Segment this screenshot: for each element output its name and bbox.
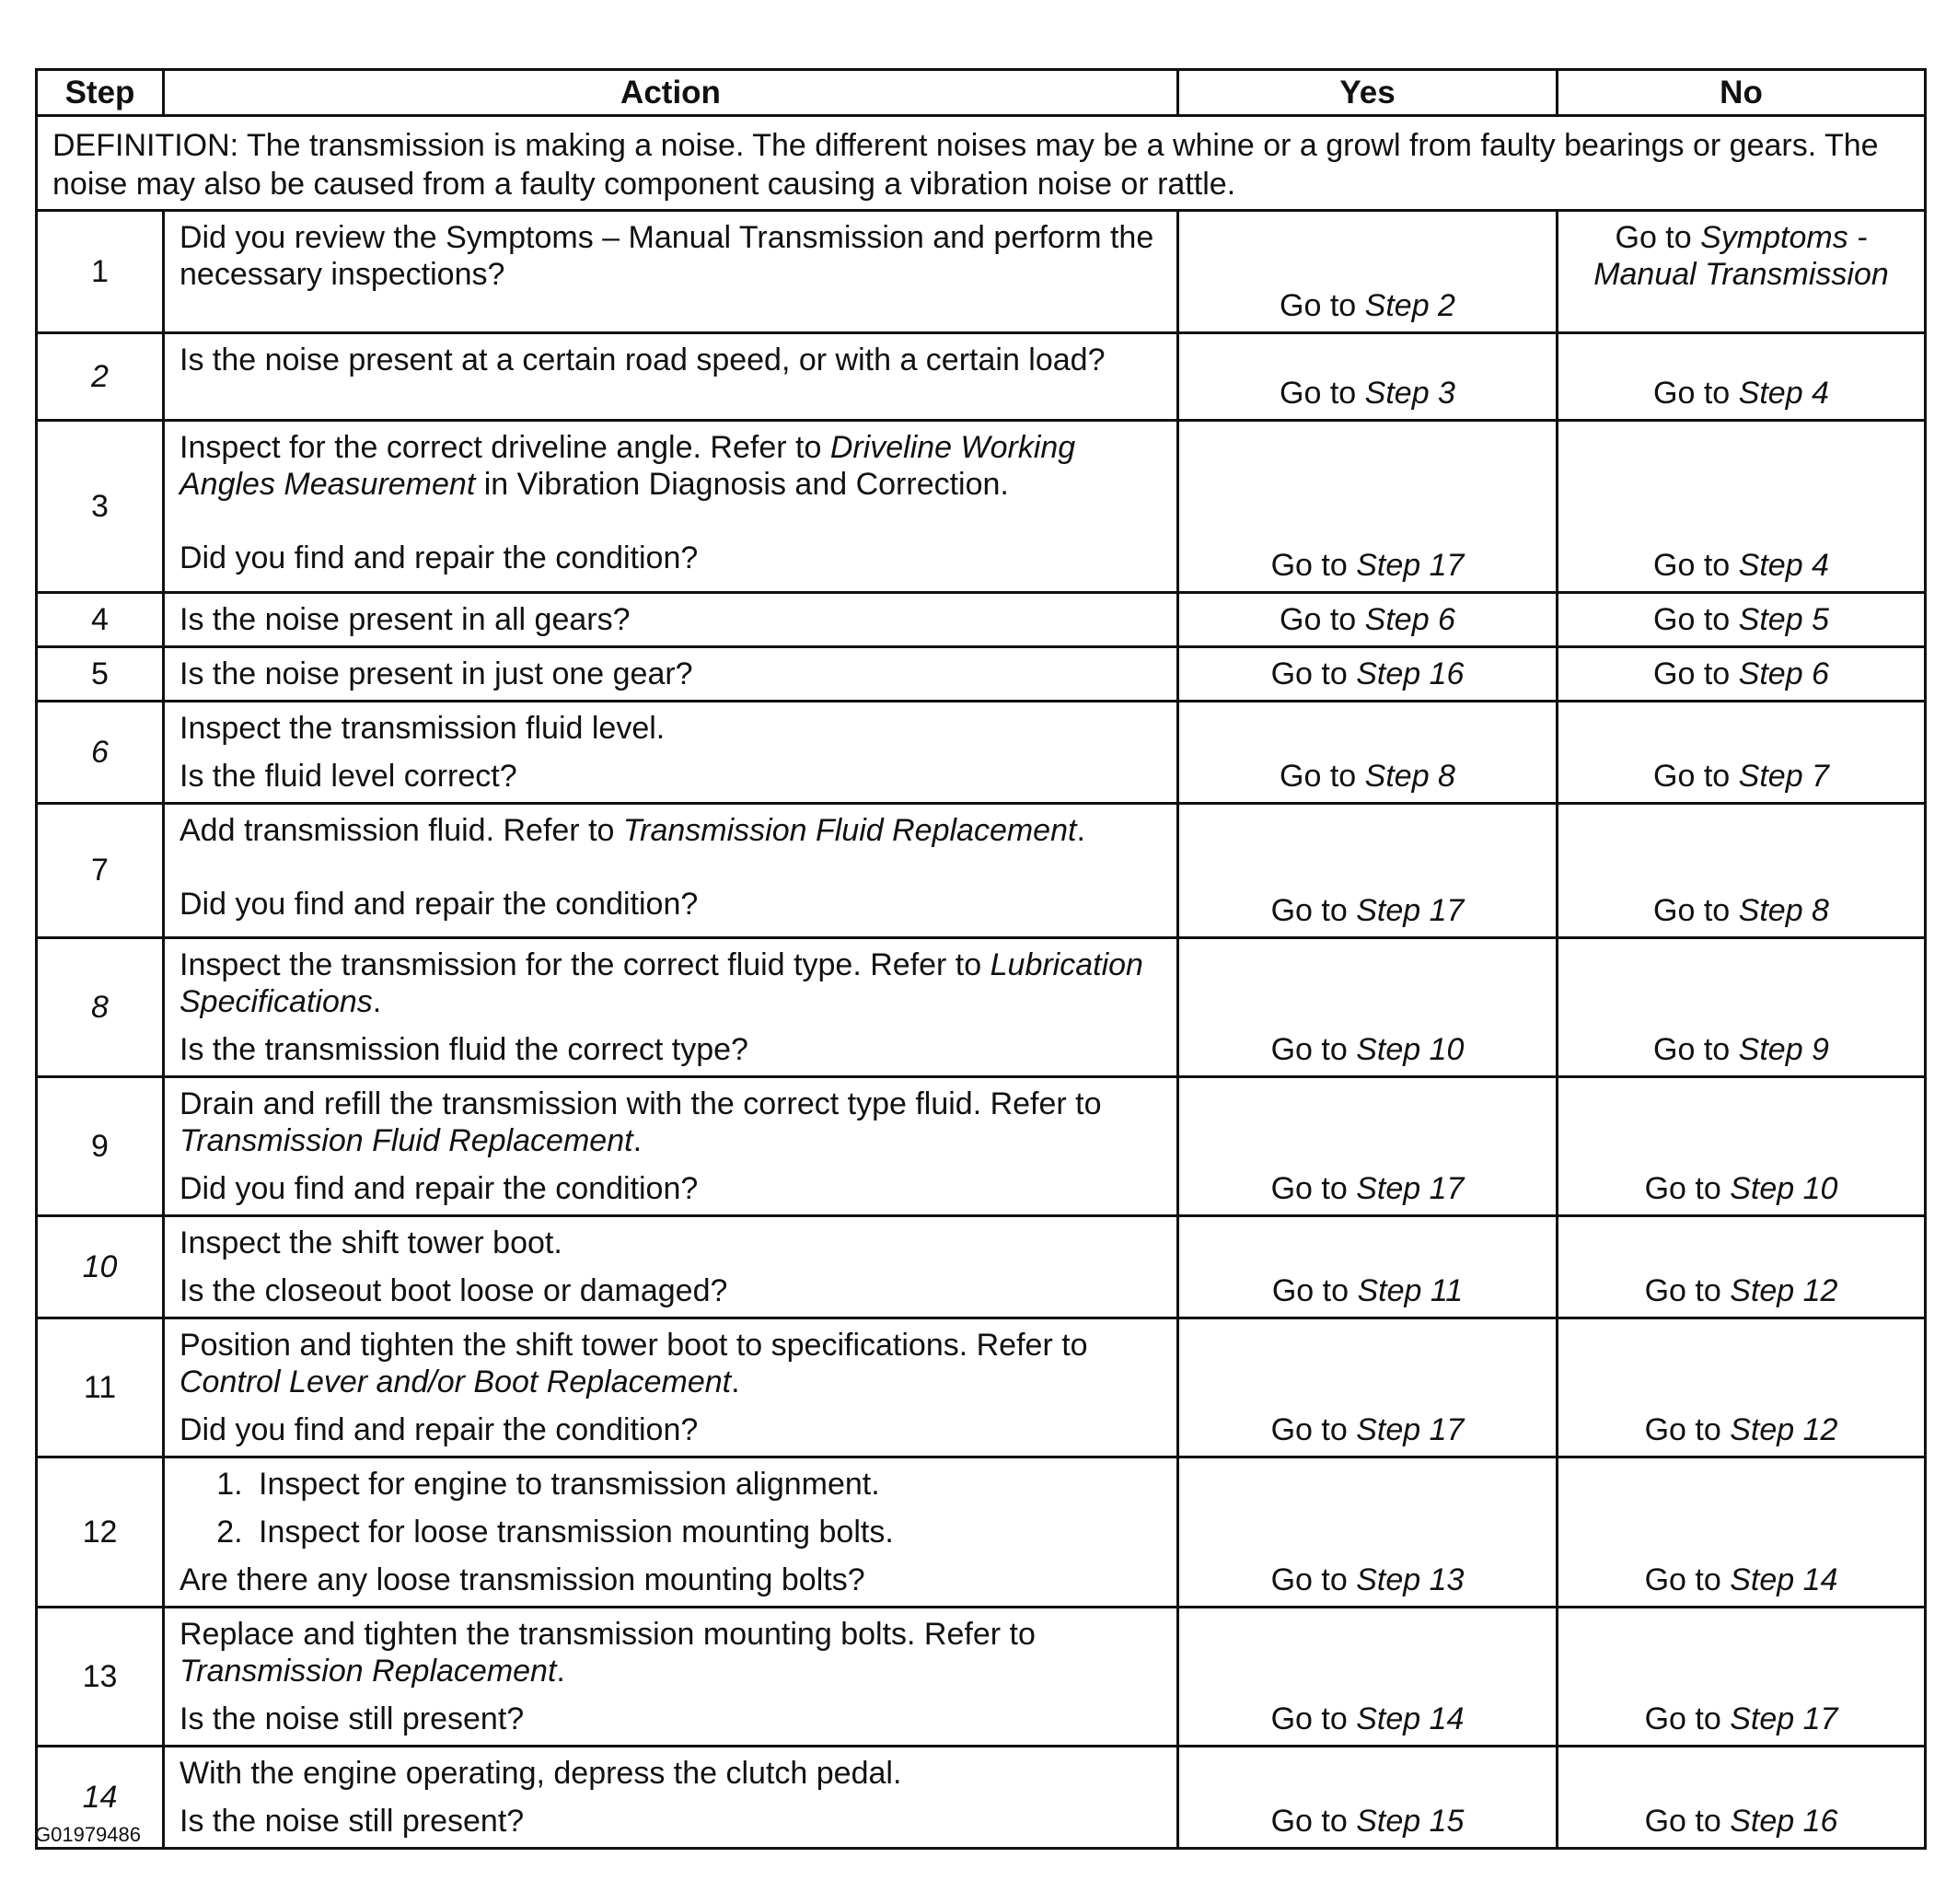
action-text: Is the noise present at a certain road speed, or with a certain load?: [180, 342, 1106, 377]
action-text: Did you review the Symptoms – Manual Transmission and perform the necessary inspections?: [180, 220, 1154, 292]
action-cell: [164, 333, 1178, 421]
go-to-label: Go to: [1270, 548, 1348, 583]
no-cell: [1558, 1318, 1926, 1457]
go-to-label: Go to: [1270, 893, 1348, 928]
action-text: [180, 1086, 1162, 1159]
no-cell: [1558, 421, 1926, 593]
action-question: Is the transmission fluid the correct type?: [180, 1032, 748, 1067]
table-row: [37, 1747, 1926, 1849]
action-text-part: Drain and refill the transmission with the correct type fluid. Refer to: [180, 1086, 1102, 1121]
step-number: 10: [37, 1216, 164, 1318]
table-row: [37, 1077, 1926, 1216]
yes-cell: [1178, 938, 1558, 1077]
action-text-part: .: [1076, 813, 1085, 848]
action-question: Did you find and repair the condition?: [180, 887, 699, 922]
action-text: [180, 429, 1162, 503]
action-cell: [164, 593, 1178, 647]
no-cell: [1558, 1608, 1926, 1747]
action-question: Did you find and repair the condition?: [180, 1171, 699, 1206]
go-to-label: Go to: [1280, 376, 1357, 411]
no-target: Step 4: [1738, 548, 1829, 583]
yes-target: Step 8: [1364, 759, 1455, 794]
action-cell: [164, 647, 1178, 702]
go-to-label: Go to: [1644, 1412, 1721, 1447]
no-target: Step 12: [1730, 1412, 1838, 1447]
go-to-label: Go to: [1653, 376, 1731, 411]
no-target: Step 8: [1738, 893, 1829, 928]
yes-cell: [1178, 647, 1558, 702]
go-to-label: Go to: [1270, 1032, 1348, 1067]
no-target: Step 16: [1730, 1804, 1838, 1839]
header-yes: Yes: [1178, 70, 1558, 116]
action-question: Are there any loose transmission mounting bolts?: [180, 1562, 865, 1597]
action-text: [180, 1616, 1162, 1689]
yes-target: Step 2: [1364, 288, 1455, 323]
go-to-label: Go to: [1280, 759, 1357, 794]
action-question: Is the noise still present?: [180, 1804, 525, 1839]
action-cell: [164, 1608, 1178, 1747]
definition-text: DEFINITION: The transmission is making a noise. The different noises may be a whine or a growl from faulty bearings or gears. The noise may also be caused from a faulty component causing a vibration noise or rattle.: [37, 116, 1926, 211]
go-to-label: Go to: [1653, 548, 1731, 583]
yes-cell: [1178, 333, 1558, 421]
no-cell: [1558, 1747, 1926, 1849]
action-cell: [164, 702, 1178, 804]
reference-link[interactable]: Lubrication Specifications: [180, 947, 1143, 1019]
step-number: 2: [37, 333, 164, 421]
action-question: Is the fluid level correct?: [180, 759, 517, 794]
yes-cell: [1178, 421, 1558, 593]
go-to-label: Go to: [1653, 893, 1731, 928]
list-item: 1. Inspect for engine to transmission alignment.: [251, 1466, 1162, 1503]
table-row: [37, 1457, 1926, 1608]
no-target: Step 6: [1738, 656, 1829, 691]
no-cell: [1558, 333, 1926, 421]
definition-row: [37, 116, 1926, 211]
yes-target: Step 10: [1356, 1032, 1465, 1067]
action-cell: [164, 211, 1178, 333]
reference-link[interactable]: Transmission Fluid Replacement: [622, 813, 1077, 848]
no-cell: [1558, 593, 1926, 647]
no-target: Step 17: [1730, 1701, 1838, 1736]
action-cell: [164, 1318, 1178, 1457]
table-row: [37, 1216, 1926, 1318]
table-row: [37, 938, 1926, 1077]
yes-cell: [1178, 1318, 1558, 1457]
yes-cell: [1178, 1457, 1558, 1608]
table-row: [37, 333, 1926, 421]
table-row: [37, 421, 1926, 593]
no-target: Manual Transmission: [1593, 257, 1889, 292]
no-target: Step 12: [1730, 1273, 1838, 1308]
no-cell: [1558, 647, 1926, 702]
yes-cell: [1178, 1077, 1558, 1216]
action-cell: [164, 1077, 1178, 1216]
yes-cell: [1178, 1216, 1558, 1318]
action-text: [180, 946, 1162, 1020]
go-to-label: Go to: [1270, 1562, 1348, 1597]
action-text-part: in Vibration Diagnosis and Correction.: [483, 467, 1009, 502]
table-row: [37, 702, 1926, 804]
no-cell: [1558, 938, 1926, 1077]
action-text: [180, 812, 1162, 849]
yes-target: Step 17: [1356, 548, 1465, 583]
yes-cell: [1178, 702, 1558, 804]
action-text-part: Position and tighten the shift tower boot to specifications. Refer to: [180, 1328, 1088, 1363]
action-text-part: .: [372, 984, 382, 1019]
action-text-part: .: [556, 1654, 565, 1689]
header-row: [37, 70, 1926, 116]
go-to-label: Go to: [1270, 1804, 1348, 1839]
yes-cell: [1178, 1747, 1558, 1849]
action-cell: [164, 1216, 1178, 1318]
step-number: 5: [37, 647, 164, 702]
step-number: 14: [37, 1747, 164, 1849]
action-text: [180, 1327, 1162, 1400]
action-text: Is the noise present in just one gear?: [180, 656, 693, 691]
go-to-label: Go to: [1615, 220, 1692, 255]
table-row: [37, 1318, 1926, 1457]
no-cell: [1558, 211, 1926, 333]
go-to-label: Go to: [1270, 1701, 1348, 1736]
action-text-part: Add transmission fluid. Refer to: [180, 813, 615, 848]
step-number: 11: [37, 1318, 164, 1457]
action-text: Is the noise present in all gears?: [180, 602, 631, 637]
no-target: Step 7: [1738, 759, 1829, 794]
table-row: [37, 593, 1926, 647]
step-number: 3: [37, 421, 164, 593]
action-text: Inspect the transmission fluid level.: [180, 711, 666, 746]
no-cell: [1558, 1216, 1926, 1318]
table-row: [37, 647, 1926, 702]
diagnostic-table: [35, 68, 1927, 1850]
no-target: Step 14: [1730, 1562, 1838, 1597]
step-number: 1: [37, 211, 164, 333]
yes-cell: [1178, 1608, 1558, 1747]
action-cell: [164, 1747, 1178, 1849]
step-number: 8: [37, 938, 164, 1077]
no-target: Step 9: [1738, 1032, 1829, 1067]
go-to-label: Go to: [1653, 759, 1731, 794]
step-number: 7: [37, 804, 164, 938]
go-to-label: Go to: [1270, 1171, 1348, 1206]
action-question: Is the closeout boot loose or damaged?: [180, 1273, 728, 1308]
go-to-label: Go to: [1653, 1032, 1731, 1067]
yes-target: Step 17: [1356, 1171, 1465, 1206]
reference-link[interactable]: Driveline Working Angles Measurement: [180, 430, 1076, 502]
no-target: Step 4: [1738, 376, 1829, 411]
yes-target: Step 6: [1364, 602, 1455, 637]
action-text-part: .: [632, 1123, 643, 1158]
reference-link[interactable]: Transmission Replacement: [180, 1654, 557, 1689]
header-step: Step: [37, 70, 164, 116]
go-to-label: Go to: [1644, 1701, 1721, 1736]
go-to-label: Go to: [1644, 1562, 1721, 1597]
go-to-label: Go to: [1271, 1273, 1349, 1308]
yes-target: Step 14: [1356, 1701, 1465, 1736]
action-text-part: Inspect for the correct driveline angle. Refer to: [180, 430, 822, 465]
reference-link[interactable]: Control Lever and/or Boot Replacement: [180, 1364, 732, 1399]
yes-cell: [1178, 211, 1558, 333]
action-cell: [164, 1457, 1178, 1608]
action-text: With the engine operating, depress the clutch pedal.: [180, 1756, 902, 1791]
go-to-label: Go to: [1644, 1804, 1721, 1839]
action-cell: [164, 938, 1178, 1077]
no-cell: [1558, 804, 1926, 938]
reference-link[interactable]: Transmission Fluid Replacement: [180, 1123, 633, 1158]
action-text: Inspect the shift tower boot.: [180, 1225, 562, 1260]
action-text-part: Replace and tighten the transmission mounting bolts. Refer to: [180, 1617, 1036, 1652]
no-cell: [1558, 702, 1926, 804]
action-cell: [164, 421, 1178, 593]
step-number: 12: [37, 1457, 164, 1608]
go-to-label: Go to: [1270, 1412, 1348, 1447]
action-question: Did you find and repair the condition?: [180, 540, 699, 575]
table-row: [37, 804, 1926, 938]
go-to-label: Go to: [1653, 656, 1731, 691]
header-no: No: [1558, 70, 1926, 116]
yes-target: Step 17: [1356, 893, 1465, 928]
go-to-label: Go to: [1644, 1171, 1721, 1206]
figure-code: G01979486: [35, 1823, 141, 1846]
no-cell: [1558, 1077, 1926, 1216]
yes-target: Step 11: [1357, 1273, 1464, 1308]
no-target: Step 5: [1738, 602, 1829, 637]
yes-target: Step 16: [1356, 656, 1465, 691]
action-text-part: Inspect the transmission for the correct fluid type. Refer to: [180, 947, 982, 982]
action-list: [180, 1466, 1162, 1550]
go-to-label: Go to: [1644, 1273, 1721, 1308]
yes-target: Step 3: [1364, 376, 1455, 411]
yes-target: Step 17: [1356, 1412, 1465, 1447]
action-text-part: .: [731, 1364, 740, 1399]
no-target: Step 10: [1730, 1171, 1838, 1206]
yes-target: Step 13: [1356, 1562, 1465, 1597]
yes-cell: [1178, 593, 1558, 647]
step-number: 9: [37, 1077, 164, 1216]
table-row: [37, 1608, 1926, 1747]
list-item: 2. Inspect for loose transmission mounting bolts.: [251, 1514, 1162, 1550]
go-to-label: Go to: [1270, 656, 1348, 691]
no-target: Symptoms -: [1700, 220, 1868, 255]
table-row: [37, 211, 1926, 333]
yes-target: Step 15: [1356, 1804, 1465, 1839]
yes-cell: [1178, 804, 1558, 938]
no-cell: [1558, 1457, 1926, 1608]
go-to-label: Go to: [1280, 602, 1357, 637]
step-number: 4: [37, 593, 164, 647]
step-number: 13: [37, 1608, 164, 1747]
go-to-label: Go to: [1280, 288, 1357, 323]
step-number: 6: [37, 702, 164, 804]
go-to-label: Go to: [1653, 602, 1731, 637]
action-cell: [164, 804, 1178, 938]
action-question: Is the noise still present?: [180, 1701, 525, 1736]
header-action: Action: [164, 70, 1178, 116]
action-question: Did you find and repair the condition?: [180, 1412, 699, 1447]
